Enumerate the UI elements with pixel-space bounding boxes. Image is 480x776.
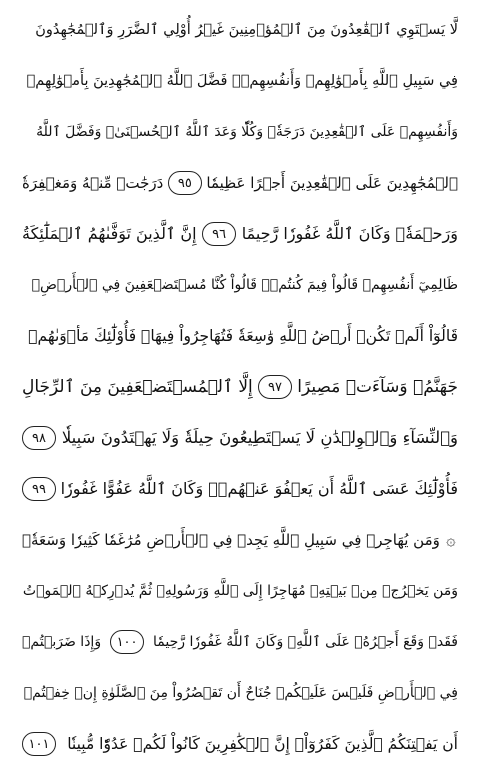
verse-line <box>22 312 458 360</box>
verse-text: وَمَن يَخۡرُجۡ مِنۢ بَيۡتِهِۦ مُهَاجِرًا إِلَى ٱللَّهِ وَرَسُولِهِۦ ثُمَّ يُدۡرِكۡهُ ٱلۡمَوۡتُ <box>22 583 458 599</box>
verse-text: وَٱلنِّسَآءِ وَٱلۡوِلۡدَٰنِ لَا يَسۡتَطِيعُونَ حِيلَةٗ وَلَا يَهۡتَدُونَ سَبِيلٗا <box>61 428 458 447</box>
verse-text: وَأَنفُسِهِمۡ عَلَى ٱلۡقَٰعِدِينَ دَرَجَةٗۚ وَكُلّٗا وَعَدَ ٱللَّهُ ٱلۡحُسۡنَىٰۚ وَفَضَّلَ ٱللَّهُ <box>36 124 458 140</box>
verse-text: فَقَدۡ وَقَعَ أَجۡرُهُۥ عَلَى ٱللَّهِۗ وَكَانَ ٱللَّهُ غَفُورٗا رَّحِيمٗا <box>153 634 458 650</box>
verse-text: أَن يَفۡتِنَكُمُ ٱلَّذِينَ كَفَرُوٓاْۚ إِنَّ ٱلۡكَٰفِرِينَ كَانُواْ لَكُمۡ عَدُوّٗا مُّبِينٗا <box>67 735 458 753</box>
verse-text: ٱلۡمُجَٰهِدِينَ عَلَى ٱلۡقَٰعِدِينَ أَجۡرًا عَظِيمٗا <box>206 174 458 192</box>
ayah-number-marker: ٩٨ <box>22 426 56 450</box>
verse-line <box>22 465 458 513</box>
verse-lines <box>22 6 458 768</box>
ayah-number-marker: ٩٧ <box>258 375 292 399</box>
verse-line <box>22 414 458 462</box>
ayah-number-marker: ٩٥ <box>168 171 202 195</box>
verse-line <box>22 261 458 309</box>
verse-line <box>22 108 458 156</box>
verse-text: وَمَن يُهَاجِرۡ فِي سَبِيلِ ٱللَّهِ يَجِدۡ فِي ٱلۡأَرۡضِ مُرَٰغَمٗا كَثِيرٗا وَسَعَةٗۚ <box>22 531 440 549</box>
ayah-number-marker: ٩٩ <box>22 477 56 501</box>
ayah-number-marker: ١٠١ <box>22 732 56 756</box>
verse-line <box>22 210 458 258</box>
verse-text: وَرَحۡمَةٗۚ وَكَانَ ٱللَّهُ غَفُورٗا رَّحِيمًا <box>241 224 458 243</box>
verse-text: إِلَّا ٱلۡمُسۡتَضۡعَفِينَ مِنَ ٱلرِّجَالِ <box>22 377 253 397</box>
verse-line <box>22 669 458 717</box>
verse-text: فَأُوْلَٰٓئِكَ عَسَى ٱللَّهُ أَن يَعۡفُوَ عَنۡهُمۡۚ وَكَانَ ٱللَّهُ عَفُوًّا غَفُورٗا <box>60 479 458 498</box>
verse-text: فِي سَبِيلِ ٱللَّهِ بِأَمۡوَٰلِهِمۡ وَأَنفُسِهِمۡۚ فَضَّلَ ٱللَّهُ ٱلۡمُجَٰهِدِينَ بِأَمۡوَٰلِهِمۡ <box>26 73 458 89</box>
verse-text: وَإِذَا ضَرَبۡتُمۡ <box>22 634 102 650</box>
verse-text: قَالُوٓاْ أَلَمۡ تَكُنۡ أَرۡضُ ٱللَّهِ وَٰسِعَةٗ فَتُهَاجِرُواْ فِيهَاۚ فَأُوْلَٰٓئِكَ مَأۡوَىٰهُمۡ <box>28 327 458 345</box>
verse-text: ظَالِمِيٓ أَنفُسِهِمۡ قَالُواْ فِيمَ كُنتُمۡۖ قَالُواْ كُنَّا مُسۡتَضۡعَفِينَ فِي ٱلۡأَرۡضِۚ <box>31 277 458 293</box>
verse-line <box>22 720 458 768</box>
ayah-number-marker: ١٠٠ <box>110 630 144 654</box>
verse-line <box>22 159 458 207</box>
verse-text: دَرَجَٰتٖ مِّنۡهُ وَمَغۡفِرَةٗ <box>22 174 164 192</box>
verse-line <box>22 516 458 564</box>
verse-text: فِي ٱلۡأَرۡضِ فَلَيۡسَ عَلَيۡكُمۡ جُنَاحٌ أَن تَقۡصُرُواْ مِنَ ٱلصَّلَوٰةِ إِنۡ خِفۡتُمۡ <box>23 685 458 701</box>
verse-line <box>22 363 458 411</box>
ayah-number-marker: ٩٦ <box>202 222 236 246</box>
rub-el-hizb-icon: ۞ <box>446 530 456 549</box>
verse-line <box>22 618 458 666</box>
verse-text: جَهَنَّمُۖ وَسَآءَتۡ مَصِيرًا <box>297 377 458 397</box>
verse-text: إِنَّ ٱلَّذِينَ تَوَفَّىٰهُمُ ٱلۡمَلَٰٓئِكَةُ <box>22 224 197 243</box>
verse-line <box>22 6 458 54</box>
verse-line <box>22 567 458 615</box>
verse-line <box>22 57 458 105</box>
verse-text: لَّا يَسۡتَوِي ٱلۡقَٰعِدُونَ مِنَ ٱلۡمُؤۡمِنِينَ غَيۡرُ أُوْلِي ٱلضَّرَرِ وَٱلۡمُجَٰهِدُونَ <box>35 22 458 38</box>
